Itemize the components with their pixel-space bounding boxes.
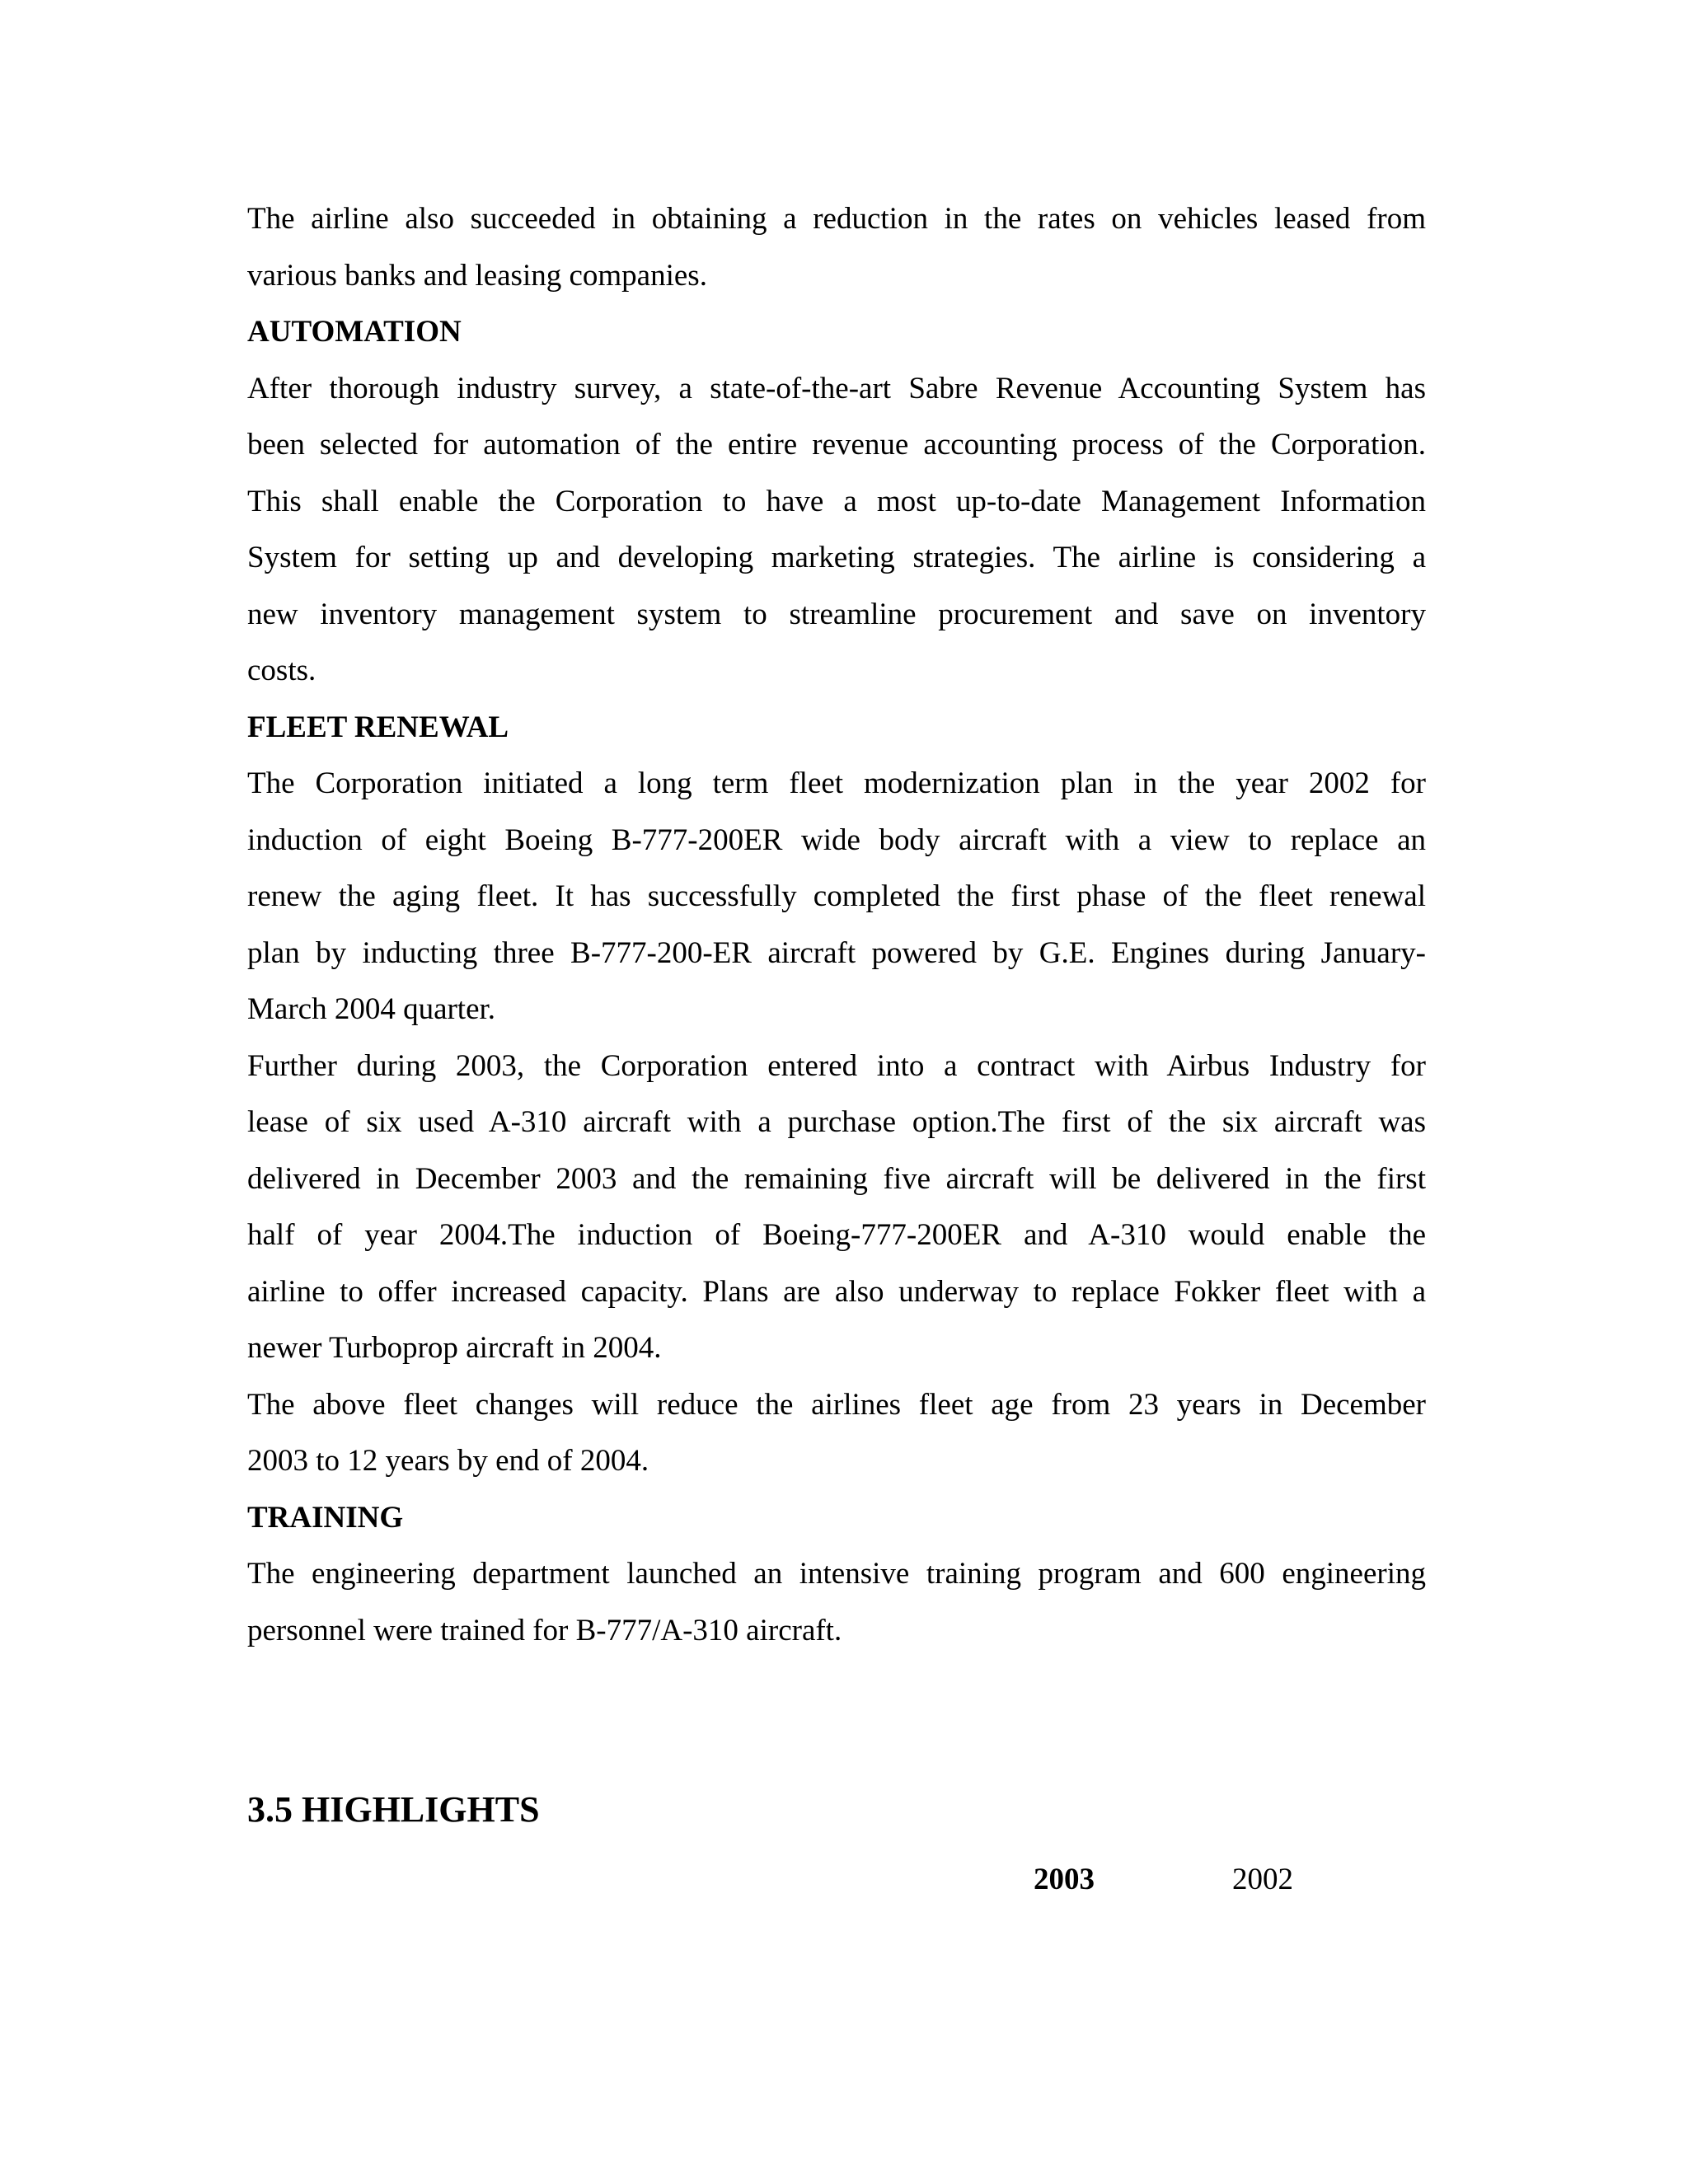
automation-line: This shall enable the Corporation to have a most up-to-date Management Information	[247, 484, 1426, 518]
fleet-renewal-line: renew the aging fleet. It has successfully completed the first phase of the fleet renewal	[247, 879, 1426, 913]
fleet-renewal-line: delivered in December 2003 and the remaining five aircraft will be delivered in the first	[247, 1161, 1426, 1196]
automation-heading: AUTOMATION	[247, 315, 462, 349]
intro-line: The airline also succeeded in obtaining a reduction in the rates on vehicles leased from	[247, 202, 1426, 236]
training-line: personnel were trained for B-777/A-310 aircraft.	[247, 1613, 842, 1647]
highlights-title: 3.5 HIGHLIGHTS	[247, 1789, 540, 1830]
fleet-renewal-line: lease of six used A-310 aircraft with a purchase option.The first of the six aircraft was	[247, 1105, 1426, 1139]
year-column-header-prior: 2002	[1232, 1863, 1293, 1896]
intro-line: various banks and leasing companies.	[247, 258, 707, 293]
fleet-renewal-line: The Corporation initiated a long term fleet modernization plan in the year 2002 for	[247, 766, 1426, 800]
automation-line: After thorough industry survey, a state-of-the-art Sabre Revenue Accounting System has	[247, 371, 1426, 405]
automation-line: new inventory management system to streamline procurement and save on inventory	[247, 597, 1426, 631]
fleet-renewal-heading: FLEET RENEWAL	[247, 710, 509, 744]
fleet-renewal-line: newer Turboprop aircraft in 2004.	[247, 1331, 662, 1365]
fleet-renewal-line: induction of eight Boeing B-777-200ER wide body aircraft with a view to replace an	[247, 823, 1426, 857]
automation-line: costs.	[247, 654, 316, 687]
document-body	[247, 191, 1426, 1659]
automation-line: been selected for automation of the entire revenue accounting process of the Corporation.	[247, 428, 1426, 462]
training-line: The engineering department launched an intensive training program and 600 engineering	[247, 1557, 1426, 1591]
fleet-renewal-line: airline to offer increased capacity. Plans are also underway to replace Fokker fleet with a	[247, 1274, 1426, 1309]
fleet-renewal-line: half of year 2004.The induction of Boeing-777-200ER and A-310 would enable the	[247, 1218, 1426, 1252]
automation-line: System for setting up and developing marketing strategies. The airline is considering a	[247, 541, 1426, 574]
fleet-renewal-line: Further during 2003, the Corporation entered into a contract with Airbus Industry for	[247, 1048, 1426, 1083]
fleet-renewal-line: 2003 to 12 years by end of 2004.	[247, 1444, 649, 1478]
fleet-renewal-line: The above fleet changes will reduce the airlines fleet age from 23 years in December	[247, 1387, 1426, 1422]
training-heading: TRAINING	[247, 1500, 404, 1535]
year-column-header-current: 2003	[1034, 1863, 1095, 1896]
fleet-renewal-line: March 2004 quarter.	[247, 992, 496, 1026]
fleet-renewal-line: plan by inducting three B-777-200-ER aircraft powered by G.E. Engines during January-	[247, 935, 1426, 970]
